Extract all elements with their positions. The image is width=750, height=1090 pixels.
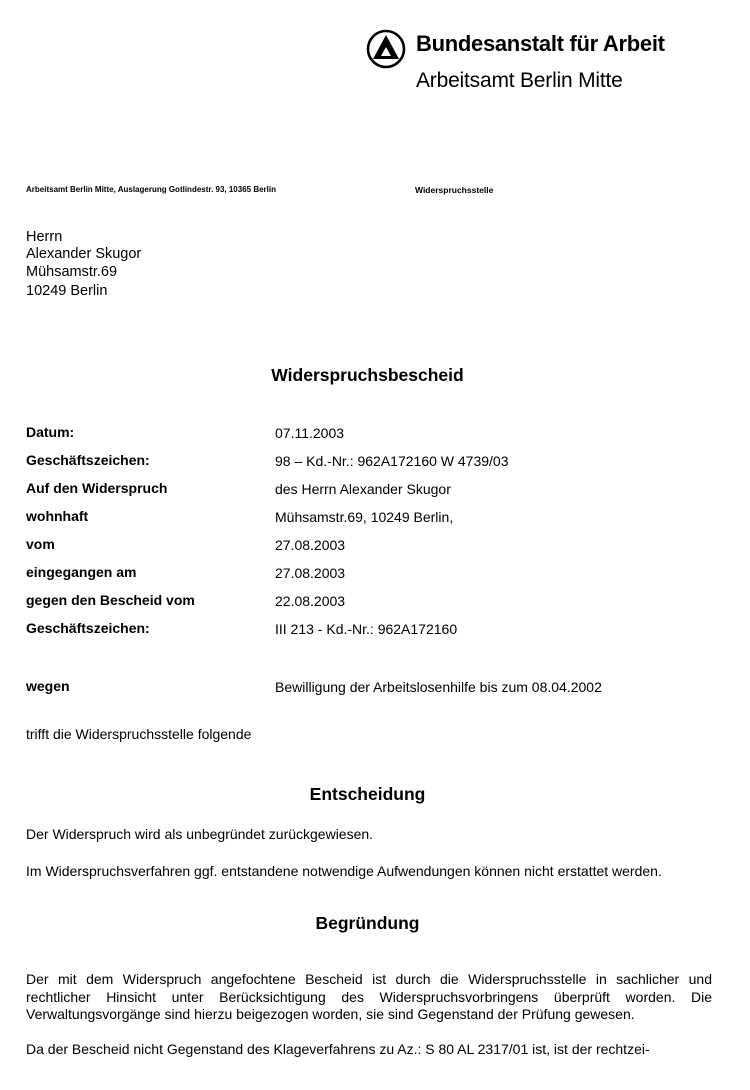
decision-heading: Entscheidung: [309, 784, 426, 804]
detail-value-notice-reference: III 213 - Kd.-Nr.: 962A172160: [275, 621, 458, 637]
detail-label-notice-reference: Geschäftszeichen:: [26, 620, 150, 636]
triangle-in-circle-logo-icon: [366, 29, 406, 69]
reasoning-paragraph-2: Da der Bescheid nicht Gegenstand des Klageverfahrens zu Az.: S 80 AL 2317/01 ist, ist der rechtzei-: [26, 1041, 650, 1057]
recipient-name: Alexander Skugor: [26, 246, 142, 262]
detail-value-reference: 98 – Kd.-Nr.: 962A172160 W 4739/03: [275, 453, 509, 469]
detail-value-date: 07.11.2003: [275, 425, 345, 441]
detail-label-objection: Auf den Widerspruch: [26, 480, 168, 496]
recipient-street: Mühsamstr.69: [26, 264, 118, 280]
reasoning-heading: Begründung: [315, 913, 420, 933]
sender-address-line: Arbeitsamt Berlin Mitte, Auslagerung Gotlindestr. 93, 10365 Berlin: [26, 185, 276, 194]
office-name: Arbeitsamt Berlin Mitte: [416, 69, 623, 92]
recipient-salutation: Herrn: [26, 229, 63, 245]
detail-label-date: Datum:: [26, 424, 75, 440]
organization-name: Bundesanstalt für Arbeit: [416, 31, 665, 56]
detail-label-residence: wohnhaft: [26, 508, 89, 524]
detail-label-reference: Geschäftszeichen:: [26, 452, 150, 468]
detail-value-residence: Mühsamstr.69, 10249 Berlin,: [275, 509, 454, 525]
detail-value-subject: Bewilligung der Arbeitslosenhilfe bis zum 08.04.2002: [275, 679, 602, 695]
decision-paragraph-1: Der Widerspruch wird als unbegründet zurückgewiesen.: [26, 826, 374, 842]
detail-value-objection: des Herrn Alexander Skugor: [275, 481, 451, 497]
reasoning-paragraph-1: Der mit dem Widerspruch angefochtene Bescheid ist durch die Widerspruchsstelle in sachlicher und rechtlicher Hinsicht unter Berücksichtigung des Widerspruchsvorbringens überprüft worden. Die Verwaltungsvorgänge sind hierzu beigezogen worden, sie sind Gegenstand der Prüfung gewesen.: [26, 971, 712, 1022]
detail-value-received: 27.08.2003: [275, 565, 346, 581]
detail-label-subject: wegen: [26, 678, 70, 694]
detail-label-received: eingegangen am: [26, 564, 137, 580]
detail-label-notice-date: gegen den Bescheid vom: [26, 592, 195, 608]
intro-text: trifft die Widerspruchsstelle folgende: [26, 726, 252, 742]
detail-label-dated: vom: [26, 536, 55, 552]
detail-value-dated: 27.08.2003: [275, 537, 346, 553]
document-title: Widerspruchsbescheid: [271, 365, 464, 385]
decision-paragraph-2: Im Widerspruchsverfahren ggf. entstandene notwendige Aufwendungen können nicht erstattet werden.: [26, 863, 662, 879]
recipient-city: 10249 Berlin: [26, 283, 108, 299]
detail-value-notice-date: 22.08.2003: [275, 593, 346, 609]
sender-department: Widerspruchsstelle: [415, 185, 494, 195]
